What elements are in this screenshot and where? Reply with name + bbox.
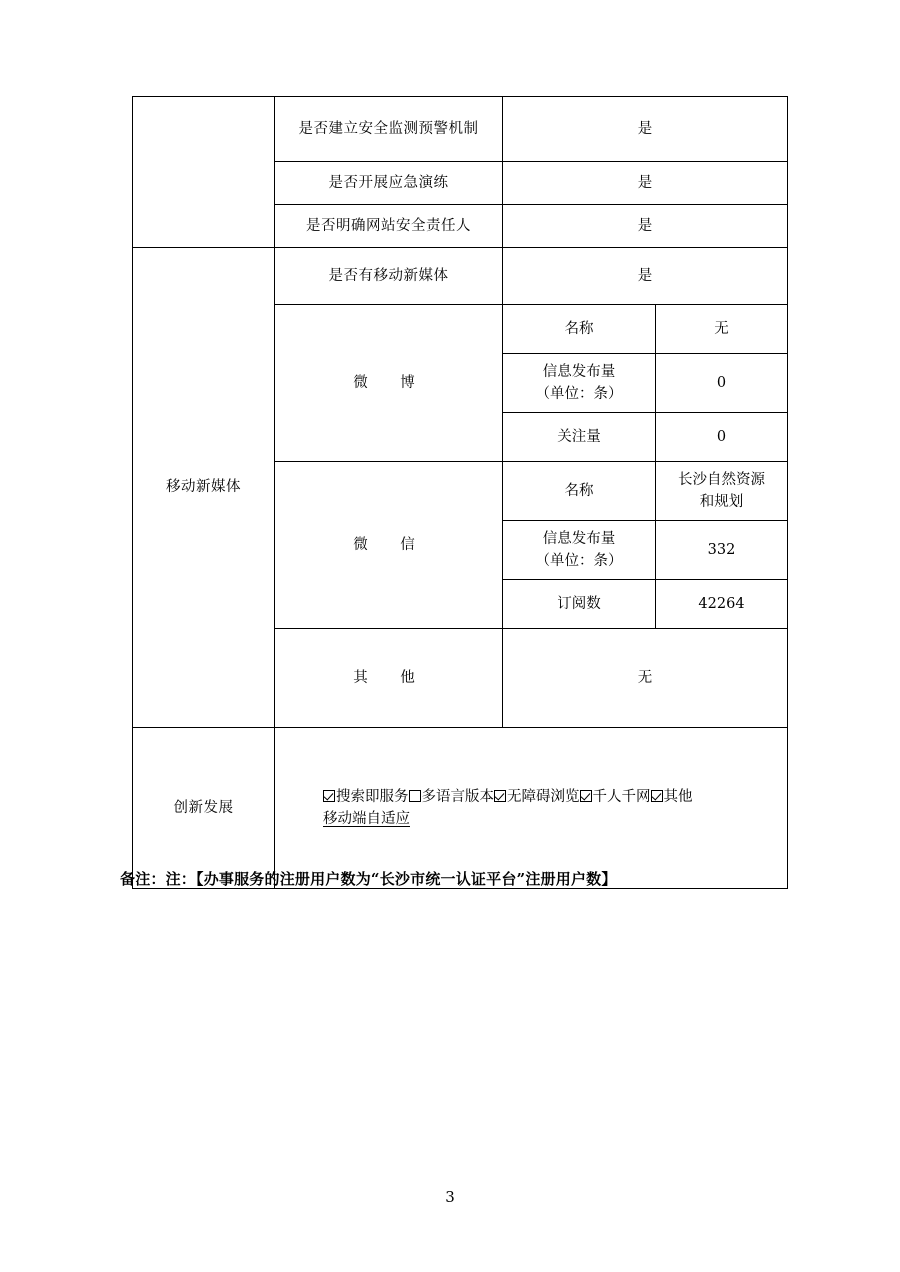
has-mobile-media-value: 是 [503,248,788,305]
table-row [133,728,788,889]
innovation-option-label-2: 无障碍浏览 [507,788,580,805]
has-mobile-media-label: 是否有移动新媒体 [275,248,503,305]
innovation-option-label-0: 搜索即服务 [336,788,409,805]
weibo-publish-value: 0 [656,354,788,413]
weixin-publish-value: 332 [656,521,788,580]
weibo-follow-value: 0 [656,413,788,462]
security-section-label [133,97,275,248]
page-number: 3 [445,1188,455,1206]
security-row-label-2: 是否明确网站安全责任人 [275,205,503,248]
innovation-options-line [281,786,781,808]
weibo-follow-key: 关注量 [503,413,656,462]
security-row-value-1: 是 [503,162,788,205]
weibo-publish-key [503,354,656,413]
weixin-name-key: 名称 [503,462,656,521]
weixin-publish-key [503,521,656,580]
table-row [133,97,788,162]
innovation-other-text: 移动端自适应 [323,811,410,827]
weibo-name-key: 名称 [503,305,656,354]
checkbox-accessibility-icon[interactable] [494,790,506,802]
checkbox-personalized-icon[interactable] [580,790,592,802]
report-table [132,96,788,889]
weibo-name-value: 无 [656,305,788,354]
weibo-publish-key-line2: （单位：条） [535,386,623,402]
checkbox-search-as-service-icon[interactable] [323,790,335,802]
security-row-label-1: 是否开展应急演练 [275,162,503,205]
weixin-subscribe-value: 42264 [656,580,788,629]
security-row-value-0: 是 [503,97,788,162]
security-row-value-2: 是 [503,205,788,248]
innovation-option-label-4: 其他 [663,788,693,805]
weixin-subscribe-key: 订阅数 [503,580,656,629]
weixin-name-value [656,462,788,521]
innovation-option-label-1: 多语言版本 [421,788,494,805]
security-row-label-0: 是否建立安全监测预警机制 [275,97,503,162]
other-media-label: 其 他 [275,629,503,728]
weibo-publish-key-line1: 信息发布量 [542,363,616,380]
weixin-publish-key-line1: 信息发布量 [542,530,616,547]
checkbox-other-icon[interactable] [651,790,663,802]
table-row [133,248,788,305]
checkbox-multilanguage-icon[interactable] [409,790,421,802]
weixin-name-value-line2: 和规划 [699,494,744,510]
mobile-media-section-label: 移动新媒体 [133,248,275,728]
other-media-value: 无 [503,629,788,728]
weixin-publish-key-line2: （单位：条） [535,553,623,569]
weixin-name-value-line1: 长沙自然资源 [678,471,765,488]
footnote: 备注：注：【办事服务的注册用户数为“长沙市统一认证平台”注册用户数】 [120,870,617,888]
weibo-label: 微 博 [275,305,503,462]
weixin-label: 微 信 [275,462,503,629]
innovation-section-label: 创新发展 [133,728,275,889]
innovation-options [275,728,788,889]
innovation-other-text-line [281,808,781,830]
innovation-option-label-3: 千人千网 [592,788,651,805]
